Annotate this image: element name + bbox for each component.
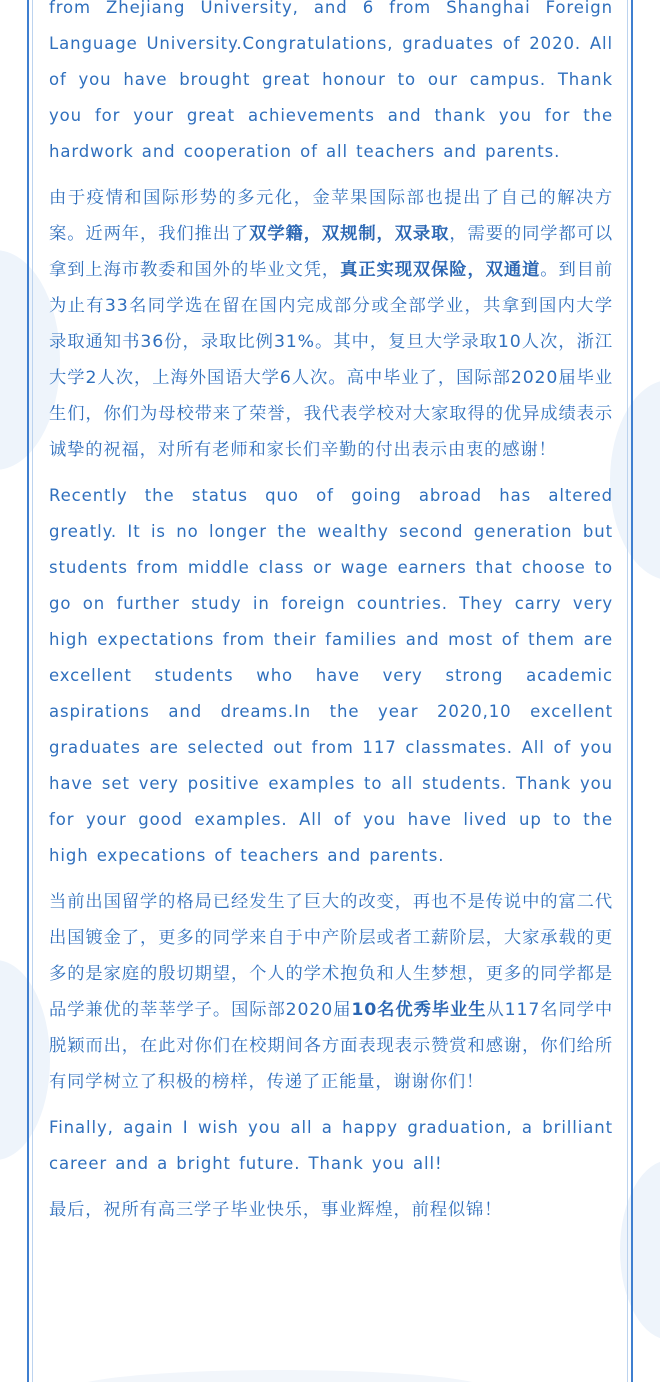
text-segment: 当前出国留学的格局已经发生了巨大的改变，再也不是传说中的富二代出国镀金了，更多的同学来自于中产阶层或者工薪阶层，大家承载的更多的是家庭的殷切期望，个人的学术抱负和人生梦想，更多的同学都是品学兼优的莘莘学子。国际部2020届	[49, 892, 613, 1020]
text-segment: 。到目前为止有33名同学选在留在国内完成部分或全部学业，共拿到国内大学录取通知书36份，录取比例31%。其中，复旦大学录取10人次，浙江大学2人次，上海外国语大学6人次。高中毕业了，国际部2020届毕业生们，你们为母校带来了荣誉，我代表学校对大家取得的优异成绩表示诚挚的祝福，对所有老师和家长们辛勤的付出表示由衷的感谢！	[49, 260, 613, 460]
text-segment: 由于疫情和国际形势的多元化，金苹果国际部也提出了自己的解决方案。近两年，我们推出了	[49, 188, 613, 244]
bold-highlight: 双学籍，双规制，双录取	[249, 224, 450, 244]
text-segment: 从117名同学中脱颖而出，在此对你们在校期间各方面表现表示赞赏和感谢，你们给所有同学树立了积极的榜样，传递了正能量，谢谢你们！	[49, 1000, 614, 1092]
paragraph-english-1: from Zhejiang University, and 6 from Shanghai Foreign Language University.Congratulations, graduates of 2020. All of you have brought great honour to our campus. Thank you for your great achievements and thank you for the hardwork and cooperation of all teachers and parents.	[49, 0, 613, 161]
bold-highlight: 真正实现双保险，双通道	[340, 260, 541, 280]
paragraph-english-2: Recently the status quo of going abroad has altered greatly. It is no longer the wealthy second generation but students from middle class or wage earners that choose to go on further study in foreign countries. They carry very high expectations from their families and most of them are excellent students who have very strong academic aspirations and dreams.In the year 2020,10 excellent graduates are selected out from 117 classmates. All of you have set very positive examples to all students. Thank you for your good examples. All of you have lived up to the high expecations of teachers and parents.	[49, 486, 613, 865]
bold-highlight: 10名优秀毕业生	[351, 1000, 487, 1020]
paragraph-chinese-1	[49, 180, 613, 468]
text-segment: ，需要的同学都可以拿到上海市教委和国外的毕业文凭，	[49, 224, 614, 280]
paragraph-chinese-3: 最后，祝所有高三学子毕业快乐，事业辉煌，前程似锦！	[49, 1200, 503, 1220]
paragraph-english-3: Finally, again I wish you all a happy graduation, a brilliant career and a bright future. Thank you all!	[49, 1118, 613, 1173]
article-body	[49, 0, 613, 1228]
paragraph-chinese-2	[49, 884, 613, 1100]
